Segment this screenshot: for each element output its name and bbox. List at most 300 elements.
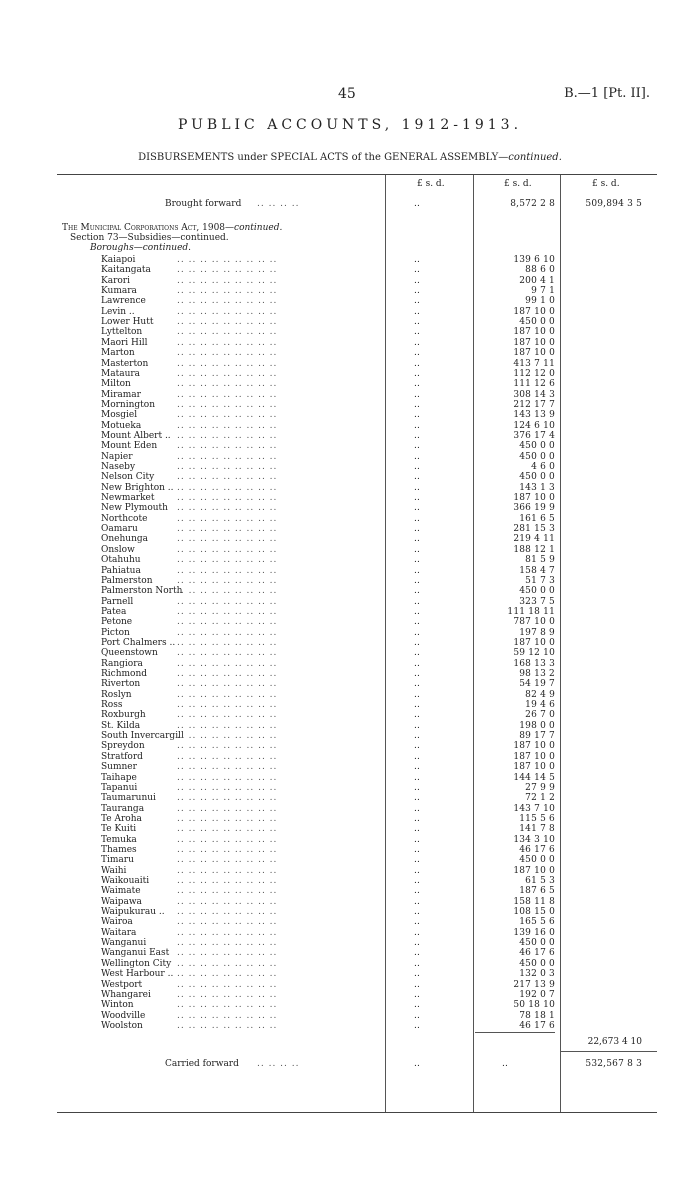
- document-reference: B.—1 [Pt. II].: [564, 86, 650, 101]
- borough-amount: 187 10 0: [513, 637, 555, 648]
- borough-name: Mosgiel: [101, 410, 138, 421]
- borough-amount: 132 0 3: [519, 969, 555, 980]
- table-row: [57, 959, 657, 969]
- borough-name: Ross: [101, 700, 123, 711]
- borough-amount: 4 6 0: [531, 462, 555, 472]
- borough-name: Newmarket: [101, 493, 155, 504]
- borough-amount: 281 15 3: [513, 524, 555, 535]
- leader-dots: .. .. .. .. .. .. .. .. ..: [177, 410, 278, 421]
- leader-dots: .. .. .. .. .. .. .. .. ..: [177, 700, 278, 711]
- leader-dots: .. .. .. .. .. .. .. .. ..: [177, 555, 278, 566]
- borough-name: Port Chalmers ..: [101, 637, 176, 648]
- borough-amount: 192 0 7: [519, 989, 555, 1000]
- borough-amount: 197 8 9: [519, 627, 555, 638]
- borough-name: Woolston: [101, 1020, 143, 1031]
- col1-placeholder: ..: [413, 555, 421, 566]
- table-row: [57, 866, 657, 876]
- table-row: [57, 990, 657, 1000]
- borough-amount: 450 0 0: [519, 451, 555, 462]
- leader-dots: .. .. .. .. .. .. .. .. ..: [177, 544, 278, 555]
- borough-name: New Plymouth: [101, 503, 168, 514]
- table-row: [57, 524, 657, 534]
- leader-dots: .. .. .. .. .. .. .. .. ..: [177, 255, 278, 265]
- table-row: [57, 897, 657, 907]
- table-row: [57, 1021, 657, 1031]
- leader-dots: .. .. .. .. .. .. .. .. ..: [177, 399, 278, 410]
- borough-name: Westport: [101, 979, 143, 990]
- borough-amount: 187 10 0: [513, 493, 555, 504]
- leader-dots: .. .. .. .. .. .. .. .. ..: [177, 658, 278, 669]
- leader-dots: .. .. .. .. .. .. .. .. ..: [177, 472, 278, 483]
- col1-placeholder: ..: [413, 700, 421, 711]
- borough-amount: 787 10 0: [513, 617, 555, 628]
- borough-name: Te Kuiti: [101, 824, 137, 835]
- borough-amount: 187 10 0: [513, 751, 555, 762]
- borough-name: Winton: [101, 1000, 134, 1011]
- borough-name: Waitara: [101, 927, 137, 938]
- borough-name: Karori: [101, 275, 130, 286]
- leader-dots: .. .. .. .. .. .. .. .. ..: [177, 907, 278, 918]
- leader-dots: .. .. .. .. .. .. .. .. ..: [177, 462, 278, 472]
- borough-name: Onslow: [101, 544, 135, 555]
- borough-amount: 413 7 11: [513, 358, 555, 369]
- borough-amount: 46 17 6: [519, 1020, 555, 1031]
- borough-name: St. Kilda: [101, 720, 141, 731]
- table-row: [57, 907, 657, 917]
- borough-amount: 366 19 9: [513, 503, 555, 514]
- table-row: [57, 948, 657, 958]
- table-row: [57, 835, 657, 845]
- borough-name: Wanganui East: [101, 948, 170, 959]
- table-row: [57, 421, 657, 431]
- leader-dots: .. .. .. .. .. .. .. .. ..: [177, 1010, 278, 1021]
- borough-amount: 99 1 0: [525, 296, 555, 307]
- borough-name: Parnell: [101, 596, 134, 607]
- borough-name: Masterton: [101, 358, 149, 369]
- brought-forward-row: [57, 199, 657, 209]
- borough-name: Taihape: [101, 772, 137, 783]
- leader-dots: .. .. .. .. .. .. .. .. ..: [177, 896, 278, 907]
- table-row: [57, 400, 657, 410]
- leader-dots: .. .. .. .. .. .. .. .. ..: [177, 1020, 278, 1031]
- leader-dots: .. .. .. .. .. .. .. .. ..: [177, 379, 278, 390]
- brought-forward-col1: ..: [413, 199, 421, 209]
- table-row: [57, 969, 657, 979]
- borough-name: Sumner: [101, 762, 137, 773]
- table-row: [57, 700, 657, 710]
- table-row: [57, 710, 657, 720]
- leader-dots: .. .. .. .. .. .. .. .. ..: [177, 482, 278, 493]
- borough-name: Te Aroha: [101, 813, 142, 824]
- borough-name: South Invercargill: [101, 731, 184, 742]
- borough-name: Roslyn: [101, 689, 132, 700]
- table-row: [57, 845, 657, 855]
- borough-amount: 54 19 7: [519, 679, 555, 690]
- borough-amount: 134 3 10: [513, 834, 555, 845]
- borough-name: Waimate: [101, 886, 141, 897]
- borough-name: Kaiapoi: [101, 255, 136, 265]
- borough-amount: 450 0 0: [519, 958, 555, 969]
- leader-dots: .. .. .. .. .. .. .. .. ..: [177, 389, 278, 400]
- leader-dots: .. .. .. .. .. .. .. .. ..: [177, 927, 278, 938]
- col1-placeholder: ..: [413, 586, 421, 597]
- act-heading-main: The Municipal Corporations Act, 1908—: [62, 223, 235, 233]
- table-row: [57, 545, 657, 555]
- borough-name: Taumarunui: [101, 793, 156, 804]
- leader-dots: .. .. .. .. .. .. .. .. ..: [177, 989, 278, 1000]
- col1-placeholder: ..: [413, 813, 421, 824]
- table-row: [57, 659, 657, 669]
- borough-name: Pahiatua: [101, 565, 141, 576]
- col1-placeholder: ..: [413, 927, 421, 938]
- table-row: [57, 276, 657, 286]
- borough-amount: 187 10 0: [513, 741, 555, 752]
- table-row: [57, 783, 657, 793]
- borough-amount: 450 0 0: [519, 317, 555, 328]
- table-row: [57, 628, 657, 638]
- borough-amount: 143 13 9: [513, 410, 555, 421]
- borough-name: Mataura: [101, 368, 141, 379]
- borough-amount: 308 14 3: [513, 389, 555, 400]
- borough-amount: 187 10 0: [513, 762, 555, 773]
- leader-dots: .. .. .. .. .. .. .. .. ..: [177, 534, 278, 545]
- leader-dots: .. .. .. .. .. .. .. .. ..: [177, 648, 278, 659]
- col1-placeholder: ..: [413, 265, 421, 276]
- carried-forward-col3: 532,567 8 3: [585, 1059, 642, 1069]
- table-row: [57, 296, 657, 306]
- leader-dots: .. .. .. ..: [257, 199, 300, 209]
- col1-placeholder: ..: [413, 669, 421, 679]
- leader-dots: .. .. .. .. .. .. .. .. ..: [177, 834, 278, 845]
- borough-amount: 88 6 0: [525, 265, 555, 276]
- table-row: [57, 317, 657, 327]
- subtitle-continued: continued.: [508, 152, 562, 163]
- subtotal-amount: 22,673 4 10: [587, 1037, 642, 1047]
- borough-name: Richmond: [101, 669, 148, 679]
- carried-forward-col2: ..: [501, 1059, 509, 1069]
- borough-name: Spreydon: [101, 741, 145, 752]
- table-row: [57, 576, 657, 586]
- col1-placeholder: ..: [413, 337, 421, 348]
- table-row: [57, 555, 657, 565]
- leader-dots: .. .. .. .. .. .. .. .. ..: [177, 803, 278, 814]
- borough-amount: 161 6 5: [519, 513, 555, 524]
- leader-dots: .. .. .. .. .. .. .. .. ..: [177, 275, 278, 286]
- borough-name: Napier: [101, 451, 133, 462]
- table-row: [57, 462, 657, 472]
- borough-amount: 61 5 3: [525, 876, 555, 886]
- col1-placeholder: ..: [413, 979, 421, 990]
- borough-amount: 72 1 2: [525, 793, 555, 804]
- table-row: [57, 503, 657, 513]
- col1-placeholder: ..: [413, 275, 421, 286]
- col1-placeholder: ..: [413, 762, 421, 773]
- col1-placeholder: ..: [413, 617, 421, 628]
- col1-placeholder: ..: [413, 420, 421, 431]
- leader-dots: .. .. .. .. .. .. .. .. ..: [177, 958, 278, 969]
- table-row: [57, 472, 657, 482]
- table-row: [57, 452, 657, 462]
- borough-amount: 187 10 0: [513, 348, 555, 359]
- carried-forward-row: [57, 1059, 657, 1069]
- table-row: [57, 607, 657, 617]
- borough-name: Palmerston: [101, 575, 153, 586]
- borough-name: Mornington: [101, 399, 155, 410]
- leader-dots: .. .. .. .. .. .. .. .. ..: [177, 503, 278, 514]
- borough-name: Rangiora: [101, 658, 143, 669]
- table-row: [57, 928, 657, 938]
- subtotal-rule: [475, 1032, 555, 1033]
- table-row: [57, 265, 657, 275]
- borough-amount: 168 13 3: [513, 658, 555, 669]
- borough-name: New Brighton ..: [101, 482, 174, 493]
- table-row: [57, 379, 657, 389]
- col1-placeholder: ..: [413, 679, 421, 690]
- borough-amount: 165 5 6: [519, 917, 555, 928]
- col1-placeholder: ..: [413, 948, 421, 959]
- col1-placeholder: ..: [413, 731, 421, 742]
- borough-name: Stratford: [101, 751, 143, 762]
- leader-dots: .. .. .. .. .. .. .. .. ..: [177, 865, 278, 876]
- borough-name: Lower Hutt: [101, 317, 154, 328]
- col1-placeholder: ..: [413, 989, 421, 1000]
- table-row: [57, 617, 657, 627]
- borough-amount: 187 10 0: [513, 337, 555, 348]
- col1-placeholder: ..: [413, 637, 421, 648]
- col1-placeholder: ..: [413, 524, 421, 535]
- borough-amount: 82 4 9: [525, 689, 555, 700]
- page-title: PUBLIC ACCOUNTS, 1912-1913.: [177, 117, 523, 133]
- borough-name: Milton: [101, 379, 131, 390]
- table-row: [57, 431, 657, 441]
- leader-dots: .. .. .. .. .. .. .. .. ..: [177, 710, 278, 721]
- table-row: [57, 752, 657, 762]
- col1-placeholder: ..: [413, 306, 421, 317]
- table-row: [57, 441, 657, 451]
- table-row: [57, 824, 657, 834]
- leader-dots: .. .. .. .. .. .. .. .. ..: [177, 772, 278, 783]
- leader-dots: .. .. .. .. .. .. .. .. ..: [177, 596, 278, 607]
- leader-dots: .. .. .. .. .. .. .. .. ..: [177, 844, 278, 855]
- table-row: [57, 493, 657, 503]
- col1-placeholder: ..: [413, 327, 421, 338]
- borough-name: Temuka: [101, 834, 137, 845]
- leader-dots: .. .. .. .. .. .. .. .. ..: [177, 720, 278, 731]
- borough-name: Wellington City: [101, 958, 172, 969]
- col1-placeholder: ..: [413, 720, 421, 731]
- col1-placeholder: ..: [413, 907, 421, 918]
- borough-amount: 59 12 10: [513, 648, 555, 659]
- table-row: [57, 741, 657, 751]
- col1-placeholder: ..: [413, 596, 421, 607]
- leader-dots: .. .. .. .. .. .. .. .. ..: [177, 876, 278, 886]
- table-row: [57, 814, 657, 824]
- borough-name: Mount Eden: [101, 441, 158, 452]
- col1-placeholder: ..: [413, 896, 421, 907]
- leader-dots: .. .. .. .. .. .. .. .. ..: [177, 793, 278, 804]
- table-row: [57, 917, 657, 927]
- col1-placeholder: ..: [413, 544, 421, 555]
- borough-amount: 376 17 4: [513, 430, 555, 441]
- table-row: [57, 286, 657, 296]
- col1-placeholder: ..: [413, 886, 421, 897]
- section-heading: Section 73—Subsidies—continued.: [70, 233, 229, 243]
- col1-placeholder: ..: [413, 503, 421, 514]
- leader-dots: .. .. .. .. .. .. .. .. ..: [177, 306, 278, 317]
- borough-amount: 141 7 8: [519, 824, 555, 835]
- borough-amount: 187 10 0: [513, 306, 555, 317]
- col1-placeholder: ..: [413, 513, 421, 524]
- col1-placeholder: ..: [413, 296, 421, 307]
- leader-dots: .. .. .. .. .. .. .. .. ..: [177, 979, 278, 990]
- borough-amount: 187 10 0: [513, 865, 555, 876]
- col1-placeholder: ..: [413, 741, 421, 752]
- boroughs-heading: Boroughs—continued.: [90, 243, 192, 253]
- table-row: [57, 731, 657, 741]
- table-row: [57, 690, 657, 700]
- table-row: [57, 638, 657, 648]
- borough-amount: 26 7 0: [525, 710, 555, 721]
- borough-amount: 19 4 6: [525, 700, 555, 711]
- borough-amount: 143 1 3: [519, 482, 555, 493]
- borough-amount: 450 0 0: [519, 586, 555, 597]
- borough-amount: 188 12 1: [513, 544, 555, 555]
- borough-amount: 158 4 7: [519, 565, 555, 576]
- borough-name: West Harbour ..: [101, 969, 174, 980]
- leader-dots: .. .. .. .. .. .. .. .. ..: [177, 824, 278, 835]
- col1-placeholder: ..: [413, 286, 421, 297]
- leader-dots: .. .. .. .. .. .. .. .. ..: [177, 586, 278, 597]
- col1-placeholder: ..: [413, 917, 421, 928]
- borough-name: Naseby: [101, 462, 136, 472]
- table-row: [57, 586, 657, 596]
- leader-dots: .. .. .. .. .. .. .. .. ..: [177, 327, 278, 338]
- leader-dots: .. .. .. .. .. .. .. .. ..: [177, 606, 278, 617]
- borough-name: Lyttelton: [101, 327, 143, 338]
- borough-amount: 144 14 5: [513, 772, 555, 783]
- borough-amount: 198 0 0: [519, 720, 555, 731]
- table-row: [57, 338, 657, 348]
- borough-amount: 323 7 5: [519, 596, 555, 607]
- col1-placeholder: ..: [413, 462, 421, 472]
- leader-dots: .. .. .. .. .. .. .. .. ..: [177, 451, 278, 462]
- table-row: [57, 534, 657, 544]
- col1-placeholder: ..: [413, 493, 421, 504]
- table-row: [57, 369, 657, 379]
- borough-name: Lawrence: [101, 296, 146, 307]
- borough-name: Otahuhu: [101, 555, 141, 566]
- borough-amount: 217 13 9: [513, 979, 555, 990]
- column-heading-2: £ s. d.: [504, 179, 532, 189]
- brought-forward-col2: 8,572 2 8: [510, 199, 555, 209]
- borough-amount: 450 0 0: [519, 938, 555, 949]
- leader-dots: .. .. .. .. .. .. .. .. ..: [177, 627, 278, 638]
- borough-name: Queenstown: [101, 648, 158, 659]
- col1-placeholder: ..: [413, 782, 421, 793]
- leader-dots: .. .. .. .. .. .. .. .. ..: [177, 782, 278, 793]
- borough-name: Levin ..: [101, 306, 135, 317]
- table-row: [57, 597, 657, 607]
- col1-placeholder: ..: [413, 430, 421, 441]
- col1-placeholder: ..: [413, 565, 421, 576]
- table-row: [57, 359, 657, 369]
- leader-dots: .. .. .. .. .. .. .. .. ..: [177, 493, 278, 504]
- borough-amount: 81 5 9: [525, 555, 555, 566]
- leader-dots: .. .. .. .. .. .. .. .. ..: [177, 565, 278, 576]
- borough-amount: 46 17 6: [519, 844, 555, 855]
- table-row: [57, 721, 657, 731]
- leader-dots: .. .. .. .. .. .. .. .. ..: [177, 441, 278, 452]
- borough-amount: 212 17 7: [513, 399, 555, 410]
- table-row: [57, 566, 657, 576]
- col1-placeholder: ..: [413, 969, 421, 980]
- column-heading-1: £ s. d.: [417, 179, 445, 189]
- table-row: [57, 938, 657, 948]
- borough-amount: 139 16 0: [513, 927, 555, 938]
- borough-name: Tapanui: [101, 782, 138, 793]
- borough-amount: 89 17 7: [519, 731, 555, 742]
- borough-amount: 78 18 1: [519, 1010, 555, 1021]
- table-row: [57, 307, 657, 317]
- leader-dots: .. .. .. .. .. .. .. .. ..: [177, 337, 278, 348]
- borough-name: Timaru: [101, 855, 134, 866]
- col1-placeholder: ..: [413, 317, 421, 328]
- leader-dots: .. .. .. .. .. .. .. .. ..: [177, 368, 278, 379]
- col1-placeholder: ..: [413, 358, 421, 369]
- column-heading-3: £ s. d.: [592, 179, 620, 189]
- borough-amount: 46 17 6: [519, 948, 555, 959]
- act-heading: [62, 223, 282, 233]
- leader-dots: .. .. .. .. .. .. .. .. ..: [177, 938, 278, 949]
- leader-dots: .. .. .. .. .. .. .. .. ..: [177, 689, 278, 700]
- col1-placeholder: ..: [413, 534, 421, 545]
- leader-dots: .. .. .. .. .. .. .. .. ..: [177, 679, 278, 690]
- col1-placeholder: ..: [413, 865, 421, 876]
- col1-placeholder: ..: [413, 958, 421, 969]
- table-row: [57, 886, 657, 896]
- borough-name: Tauranga: [101, 803, 145, 814]
- col1-placeholder: ..: [413, 844, 421, 855]
- borough-amount: 187 10 0: [513, 327, 555, 338]
- borough-name: Waipawa: [101, 896, 142, 907]
- leader-dots: .. .. .. .. .. .. .. .. ..: [177, 296, 278, 307]
- leader-dots: .. .. .. .. .. .. .. .. ..: [177, 1000, 278, 1011]
- col1-placeholder: ..: [413, 348, 421, 359]
- borough-amount: 219 4 11: [513, 534, 555, 545]
- col1-placeholder: ..: [413, 1000, 421, 1011]
- leader-dots: .. .. .. .. .. .. .. .. ..: [177, 524, 278, 535]
- borough-amount: 158 11 8: [513, 896, 555, 907]
- borough-name: Wanganui: [101, 938, 147, 949]
- borough-amount: 50 18 10: [513, 1000, 555, 1011]
- leader-dots: .. .. .. .. .. .. .. .. ..: [177, 751, 278, 762]
- leader-dots: .. .. .. .. .. .. .. .. ..: [177, 317, 278, 328]
- table-row: [57, 876, 657, 886]
- borough-amount: 51 7 3: [525, 575, 555, 586]
- table-row: [57, 773, 657, 783]
- col1-placeholder: ..: [413, 441, 421, 452]
- col1-placeholder: ..: [413, 876, 421, 886]
- col1-placeholder: ..: [413, 772, 421, 783]
- borough-amount: 112 12 0: [513, 368, 555, 379]
- leader-dots: .. .. .. .. .. .. .. .. ..: [177, 669, 278, 679]
- col1-placeholder: ..: [413, 803, 421, 814]
- col1-placeholder: ..: [413, 472, 421, 483]
- table-row: [57, 648, 657, 658]
- borough-name: Mount Albert ..: [101, 430, 171, 441]
- table-row: [57, 762, 657, 772]
- col1-placeholder: ..: [413, 482, 421, 493]
